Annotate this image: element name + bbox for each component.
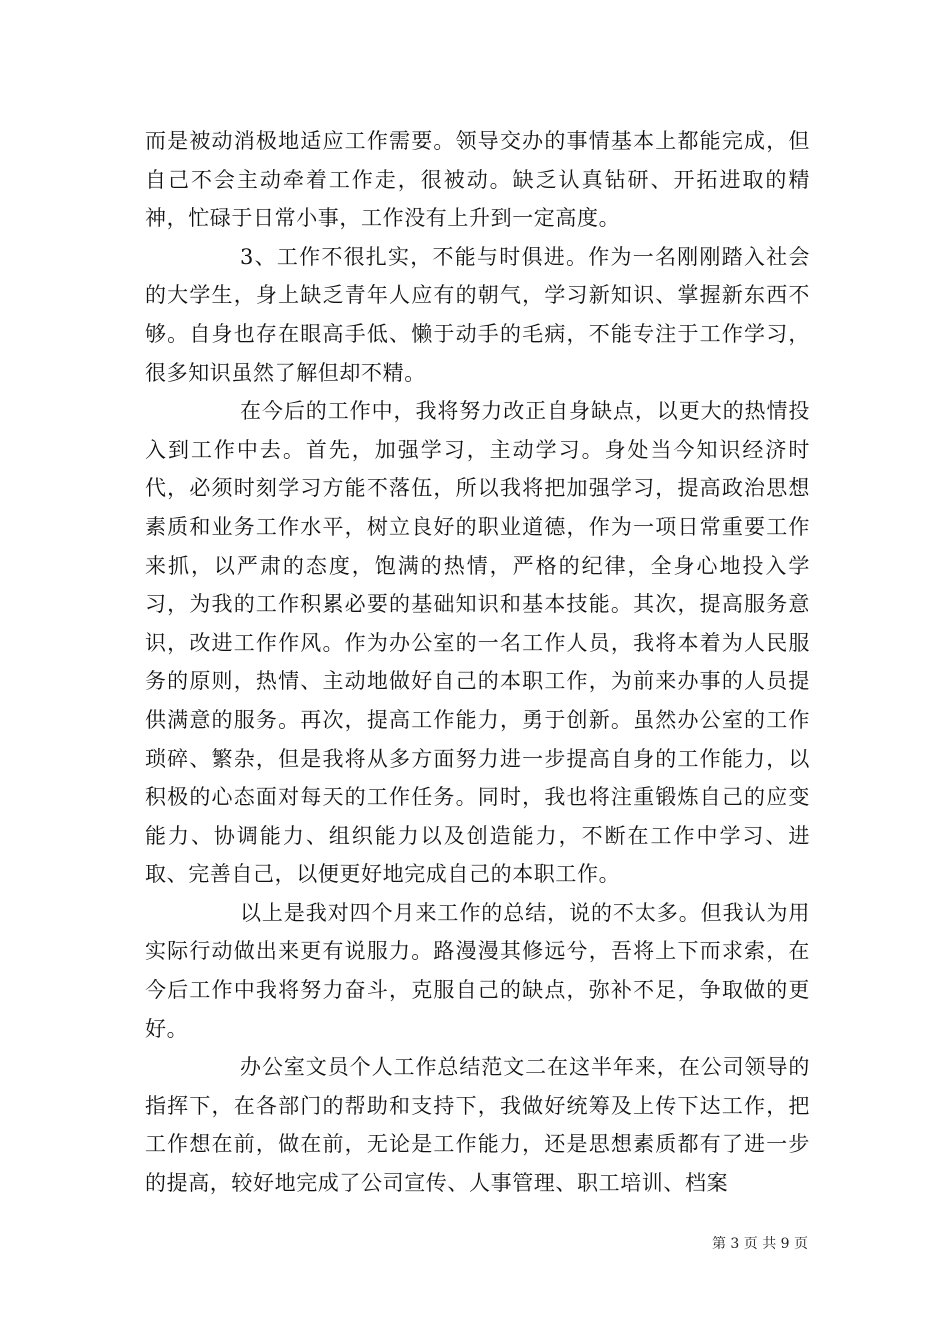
paragraph-4: 以上是我对四个月来工作的总结，说的不太多。但我认为用实际行动做出来更有说服力。路漫漫其修远兮，吾将上下而求索，在今后工作中我将努力奋斗，克服自己的缺点，弥补不足，争取做的更好。 (145, 900, 810, 1041)
paragraph-1: 而是被动消极地适应工作需要。领导交办的事情基本上都能完成，但自己不会主动牵着工作走，很被动。缺乏认真钻研、开拓进取的精神，忙碌于日常小事，工作没有上升到一定高度。 (145, 129, 810, 231)
paragraph-5: 办公室文员个人工作总结范文二在这半年来，在公司领导的指挥下，在各部门的帮助和支持下，我做好统筹及上传下达工作，把工作想在前，做在前，无论是工作能力，还是思想素质都有了进一步的提高，较好地完成了公司宣传、人事管理、职工培训、档案 (145, 1055, 810, 1196)
paragraph-2: 3、工作不很扎实，不能与时俱进。作为一名刚刚踏入社会的大学生，身上缺乏青年人应有的朝气，学习新知识、掌握新东西不够。自身也存在眼高手低、懒于动手的毛病，不能专注于工作学习，很多知识虽然了解但却不精。 (145, 244, 810, 385)
paragraph-3: 在今后的工作中，我将努力改正自身缺点，以更大的热情投入到工作中去。首先，加强学习，主动学习。身处当今知识经济时代，必须时刻学习方能不落伍，所以我将把加强学习，提高政治思想素质和业务工作水平，树立良好的职业道德，作为一项日常重要工作来抓，以严肃的态度，饱满的热情，严格的纪律，全身心地投入学习，为我的工作积累必要的基础知识和基本技能。其次，提高服务意识，改进工作作风。作为办公室的一名工作人员，我将本着为人民服务的原则，热情、主动地做好自己的本职工作，为前来办事的人员提供满意的服务。再次，提高工作能力，勇于创新。虽然办公室的工作琐碎、繁杂，但是我将从多方面努力进一步提高自身的工作能力，以积极的心态面对每天的工作任务。同时，我也将注重锻炼自己的应变能力、协调能力、组织能力以及创造能力，不断在工作中学习、进取、完善自己，以便更好地完成自己的本职工作。 (145, 399, 810, 887)
page-number-footer: 第 3 页 共 9 页 (711, 1236, 809, 1252)
body-text (145, 122, 810, 1203)
